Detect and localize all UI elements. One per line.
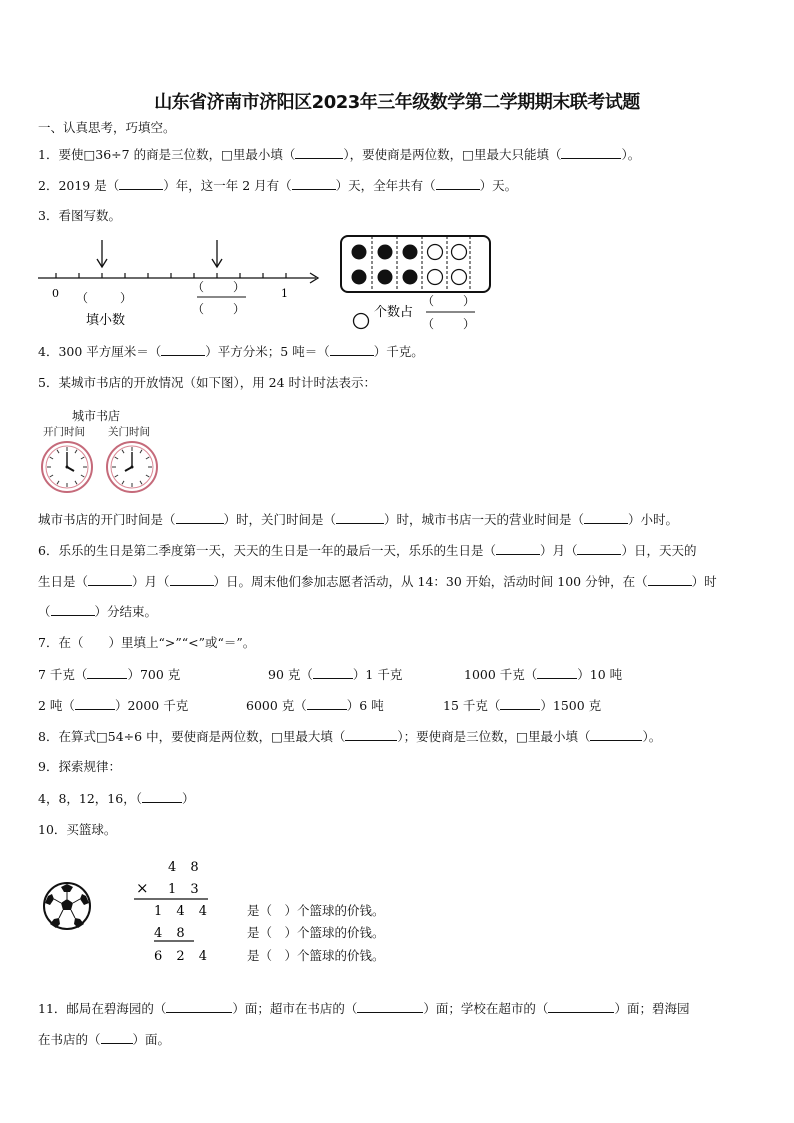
q11-text: ）面。 [132,1032,171,1047]
q8-blank-1[interactable] [345,728,397,741]
q7-item [38,697,188,714]
q6-text: ）分结束。 [94,604,158,619]
q7-text: 2 吨（ [38,698,75,713]
q7-text: ）6 吨 [346,698,384,713]
q3-frac-paren: ） [233,280,246,294]
q11-blank-4[interactable] [101,1031,133,1044]
q4-text: 4．300 平方厘米＝（ [38,344,162,359]
filled-dot [378,245,393,260]
q4-text: ）平方分米；5 吨＝（ [205,344,330,359]
q3-frac-paren: （ [192,280,205,294]
q5-text: ）时，城市书店一天的营业时间是（ [384,512,585,527]
q1-text: 1．要使□36÷7 的商是三位数，□里最小填（ [38,147,296,162]
q2-text: ）天。 [479,178,518,193]
close-time-label: 关门时间 [108,426,150,438]
q11-text: 11．邮局在碧海园的（ [38,1001,167,1016]
open-circle-icon [354,314,369,329]
q3-frac-paren: ） [463,317,476,331]
q7-text: 1000 千克（ [464,667,538,682]
q9-blank[interactable] [142,790,182,803]
q11-blank-3[interactable] [548,1000,614,1013]
page-title: 山东省济南市济阳区2023年三年级数学第二学期期末联考试题 [154,92,640,113]
number-line-ticks [56,273,286,278]
q8-text: ）；要使商是三位数，□里最小填（ [397,729,591,744]
open-clock-icon [42,442,92,492]
section-heading: 一、认真思考，巧填空。 [38,120,176,135]
filled-dot [378,270,393,285]
question-11-line-2 [38,1031,170,1048]
q2-blank-3[interactable] [436,177,480,190]
q7-item [268,666,402,683]
q2-text: ）天，全年共有（ [335,178,436,193]
q6-text: ）月（ [539,543,578,558]
mult-row-1: 4 8 [168,860,204,875]
filled-dot [403,245,418,260]
q3-frac-paren: ） [463,294,476,308]
question-2 [38,177,517,194]
store-name: 城市书店 [72,409,121,423]
q5-blank-2[interactable] [336,511,384,524]
q4-text: ）千克。 [373,344,424,359]
q1-text: ），要使商是两位数，□里最大只能填（ [343,147,562,162]
q2-blank-1[interactable] [119,177,163,190]
counter-box [341,236,490,292]
q7-text: ）700 克 [127,667,181,682]
q7-blank[interactable] [537,666,577,679]
q6-blank-5[interactable] [648,573,692,586]
q11-blank-2[interactable] [357,1000,423,1013]
mult-row-5: 6 2 4 [154,949,213,964]
q11-text: 在书店的（ [38,1032,101,1047]
open-time-label: 开门时间 [43,426,85,438]
q3-frac-paren: （ [192,302,205,316]
question-5: 5．某城市书店的开放情况（如下图），用 24 时计时法表示： [38,375,377,390]
q1-blank-2[interactable] [561,146,621,159]
mult-row-3: 1 4 4 [154,904,213,919]
question-8 [38,728,661,745]
q5-text: ）小时。 [628,512,679,527]
close-clock-icon [107,442,157,492]
question-6-line-1 [38,542,697,559]
q10-desc: 是（ ）个篮球的价钱。 [247,925,385,940]
q7-blank[interactable] [307,697,347,710]
q7-text: 7 千克（ [38,667,88,682]
q6-blank-4[interactable] [170,573,214,586]
question-9: 9．探索规律： [38,759,121,774]
q3-frac-paren: （ [422,317,435,331]
filled-dot [403,270,418,285]
q6-text: ）月（ [132,574,170,589]
q3-frac-paren: （ [422,294,435,308]
q3-paren-left: （ [76,291,89,305]
question-6-line-3 [38,603,157,620]
q7-blank[interactable] [313,666,353,679]
q5-text: ）时，关门时间是（ [223,512,337,527]
q7-item [246,697,384,714]
q6-text: （ [38,604,51,619]
q6-blank-2[interactable] [577,542,621,555]
q1-blank-1[interactable] [295,146,343,159]
q3-paren-right: ） [120,291,133,305]
q1-text: ）。 [621,147,641,162]
q7-text: ）1 千克 [352,667,403,682]
q5-blank-3[interactable] [584,511,628,524]
q6-text: ）时 [691,574,717,589]
q3-frac-paren: ） [233,302,246,316]
q2-text: ）年，这一年 2 月有（ [163,178,292,193]
q7-text: ）1500 克 [540,698,602,713]
times-sign: × [136,879,149,897]
q8-text: 8．在算式□54÷6 中，要使商是两位数，□里最大填（ [38,729,346,744]
filled-dot [352,270,367,285]
question-4 [38,343,424,360]
question-5-answer [38,511,678,528]
q7-text: ）10 吨 [577,667,623,682]
empty-dot [428,245,443,260]
soccer-ball-icon [42,881,92,931]
q11-text: ）面；碧海园 [614,1001,690,1016]
empty-dot [452,270,467,285]
q4-blank-2[interactable] [330,343,374,356]
q11-text: ）面；学校在超市的（ [423,1001,549,1016]
multiplication-work [130,855,240,967]
q9-text: ） [181,791,195,806]
question-1 [38,146,640,163]
q9-sequence [38,790,194,807]
q7-blank[interactable] [87,666,127,679]
q7-blank[interactable] [500,697,540,710]
q5-blank-1[interactable] [176,511,224,524]
circle-count-label: 个数占 [374,305,414,320]
question-6-line-2 [38,573,717,590]
q8-blank-2[interactable] [590,728,642,741]
q6-blank-3[interactable] [88,573,132,586]
q11-blank-1[interactable] [166,1000,232,1013]
ruler-one: 1 [281,287,288,300]
q7-item [443,697,601,714]
filled-dots [352,245,418,285]
q3-figures [30,232,500,337]
q10-desc: 是（ ）个篮球的价钱。 [247,903,385,918]
empty-dot [428,270,443,285]
question-11-line-1 [38,1000,689,1017]
fill-decimal-label: 填小数 [86,313,126,328]
q10-desc: 是（ ）个篮球的价钱。 [247,948,385,963]
q6-text: ）日，天天的 [621,543,697,558]
q6-blank-6[interactable] [51,603,95,616]
question-7: 7．在（ ）里填上“>”“<”或“＝”。 [38,635,256,650]
q7-text: 6000 克（ [246,698,307,713]
clocks [40,440,162,496]
filled-dot [352,245,367,260]
q4-blank-1[interactable] [161,343,205,356]
q6-text: 6．乐乐的生日是第二季度第一天，天天的生日是一年的最后一天，乐乐的生日是（ [38,543,496,558]
q9-text: 4，8，12，16，（ [38,791,142,806]
q11-text: ）面；超市在书店的（ [232,1001,358,1016]
q7-text: 15 千克（ [443,698,501,713]
q7-blank[interactable] [75,697,115,710]
mult-row-2: 1 3 [168,882,204,897]
q2-blank-2[interactable] [292,177,336,190]
q6-blank-1[interactable] [496,542,540,555]
q2-text: 2．2019 是（ [38,178,120,193]
q6-text: ）日。周末他们参加志愿者活动，从 14：30 开始，活动时间 100 分钟，在（ [213,574,648,589]
q8-text: ）。 [642,729,662,744]
question-3: 3．看图写数。 [38,208,121,223]
empty-dot [452,245,467,260]
q6-text: 生日是（ [38,574,89,589]
q7-text: ）2000 千克 [114,698,189,713]
q7-item [38,666,180,683]
ruler-zero: 0 [52,287,59,300]
q7-item [464,666,622,683]
question-10: 10．买篮球。 [38,822,117,837]
q7-text: 90 克（ [268,667,313,682]
mult-row-4: 4 8 [154,926,190,941]
q5-text: 城市书店的开门时间是（ [38,512,176,527]
